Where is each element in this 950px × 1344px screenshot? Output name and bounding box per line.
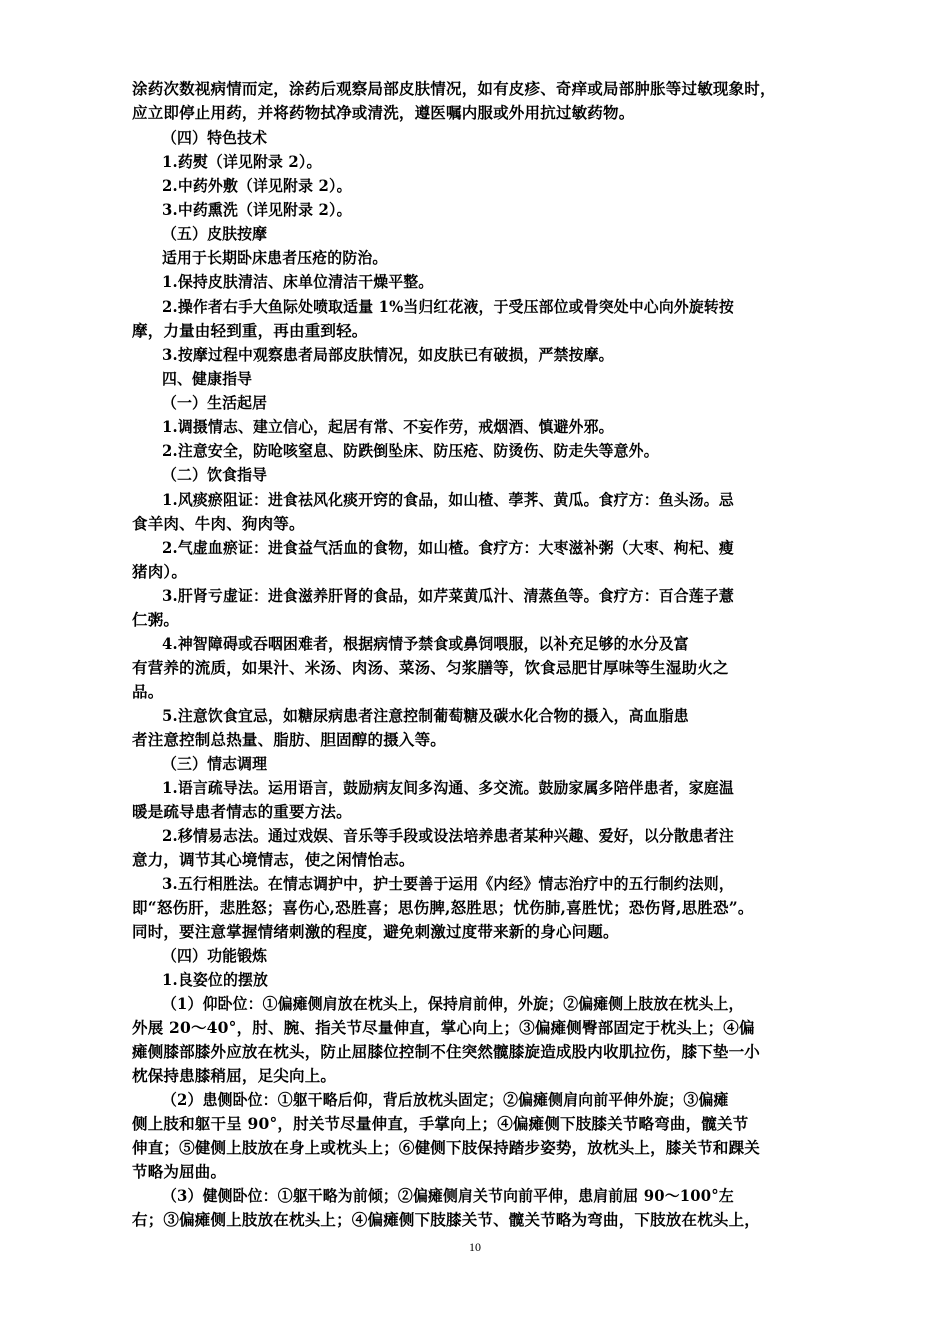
text-line: 2.注意安全，防呛咳窒息、防跌倒坠床、防压疮、防烫伤、防走失等意外。 <box>162 441 659 460</box>
text-line: 有营养的流质，如果汁、米汤、肉汤、菜汤、匀浆膳等，饮食忌肥甘厚味等生湿助火之 <box>132 658 729 677</box>
text-line: 同时，要注意掌握情绪刺激的程度，避免刺激过度带来新的身心问题。 <box>132 922 619 941</box>
text-line: 3.中药熏洗（详见附录 2）。 <box>162 200 352 219</box>
text-line: 3.肝肾亏虚证：进食滋养肝肾的食品，如芹菜黄瓜汁、清蒸鱼等。食疗方：百合莲子薏 <box>162 586 734 605</box>
text-line: （1）仰卧位：①偏瘫侧肩放在枕头上，保持肩前伸，外旋；②偏瘫侧上肢放在枕头上， <box>162 994 744 1013</box>
text-line: 1.调摄情志、建立信心，起居有常、不妄作劳，戒烟酒、慎避外邪。 <box>162 417 614 436</box>
text-line: 1.语言疏导法。运用语言，鼓励病友间多沟通、多交流。鼓励家属多陪伴患者，家庭温 <box>162 778 734 797</box>
text-line: 食羊肉、牛肉、狗肉等。 <box>132 514 305 533</box>
section-heading: （二）饮食指导 <box>162 465 268 484</box>
text-line: 者注意控制总热量、脂肪、胆固醇的摄入等。 <box>132 730 447 749</box>
text-line: （2）患侧卧位：①躯干略后仰，背后放枕头固定；②偏瘫侧肩向前平伸外旋；③偏瘫 <box>162 1090 729 1109</box>
text-line: 1.药熨（详见附录 2）。 <box>162 152 322 171</box>
text-line: 品。 <box>132 682 164 701</box>
text-line: 1.风痰瘀阻证：进食祛风化痰开窍的食品，如山楂、荸荠、黄瓜。食疗方：鱼头汤。忌 <box>162 490 734 509</box>
text-line: 3.五行相胜法。在情志调护中，护士要善于运用《内经》情志治疗中的五行制约法则， <box>162 874 734 893</box>
text-line: 2.移情易志法。通过戏娱、音乐等手段或设法培养患者某种兴趣、爱好，以分散患者注 <box>162 826 734 845</box>
text-line: 适用于长期卧床患者压疮的防治。 <box>162 248 388 267</box>
text-line: 5.注意饮食宜忌，如糖尿病患者注意控制葡萄糖及碳水化合物的摄入，高血脂患 <box>162 706 689 725</box>
section-heading: 四、健康指导 <box>162 369 253 388</box>
text-line: 摩，力量由轻到重，再由重到轻。 <box>132 321 368 340</box>
text-line: 伸直；⑤健侧上肢放在身上或枕头上；⑥健侧下肢保持踏步姿势，放枕头上，膝关节和踝关 <box>132 1138 761 1157</box>
text-line: 暖是疏导患者情志的重要方法。 <box>132 802 352 821</box>
text-line: 右；③偏瘫侧上肢放在枕头上；④偏瘫侧下肢膝关节、髋关节略为弯曲，下肢放在枕头上， <box>132 1210 761 1229</box>
text-line: 2.操作者右手大鱼际处喷取适量 1%当归红花液，于受压部位或骨突处中心向外旋转按 <box>162 297 734 316</box>
text-line: 3.按摩过程中观察患者局部皮肤情况，如皮肤已有破损，严禁按摩。 <box>162 345 614 364</box>
text-line: 瘫侧膝部膝外应放在枕头，防止屈膝位控制不住突然髋膝旋造成股内收肌拉伤，膝下垫一小 <box>132 1042 761 1061</box>
text-line: 2.气虚血瘀证：进食益气活血的食物，如山楂。食疗方：大枣滋补粥（大枣、枸杞、瘦 <box>162 538 734 557</box>
section-heading: （四）功能锻炼 <box>162 946 268 965</box>
text-line: 1.保持皮肤清洁、床单位清洁干燥平整。 <box>162 272 434 291</box>
text-line: 即“怒伤肝，悲胜怒；喜伤心,恐胜喜；思伤脾,怒胜思；忧伤肺,喜胜忧；恐伤肾,思胜恐”。 <box>132 898 754 917</box>
section-heading: 1.良姿位的摆放 <box>162 970 269 989</box>
section-heading: （一）生活起居 <box>162 393 268 412</box>
text-line: 节略为屈曲。 <box>132 1162 227 1181</box>
text-line: （3）健侧卧位：①躯干略为前倾；②偏瘫侧肩关节向前平伸，患肩前屈 90～100°左 <box>162 1186 734 1205</box>
text-line: 侧上肢和躯干呈 90°，肘关节尽量伸直，手掌向上；④偏瘫侧下肢膝关节略弯曲，髋关节 <box>132 1114 749 1133</box>
text-line: 猪肉）。 <box>132 562 188 581</box>
text-line: 枕保持患膝稍屈，足尖向上。 <box>132 1066 337 1085</box>
text-line: 意力，调节其心境情志，使之闲情怡志。 <box>132 850 415 869</box>
section-heading: （三）情志调理 <box>162 754 268 773</box>
text-line: 外展 20～40°，肘、腕、指关节尽量伸直，掌心向上；③偏瘫侧臀部固定于枕头上；④偏 <box>132 1018 755 1037</box>
section-heading: （五）皮肤按摩 <box>162 224 268 243</box>
section-heading: （四）特色技术 <box>162 128 268 147</box>
text-line: 涂药次数视病情而定，涂药后观察局部皮肤情况，如有皮疹、奇痒或局部肿胀等过敏现象时， <box>132 79 776 98</box>
text-line: 4.神智障碍或吞咽困难者，根据病情予禁食或鼻饲喂服，以补充足够的水分及富 <box>162 634 689 653</box>
page-number: 10 <box>469 1240 481 1254</box>
text-line: 2.中药外敷（详见附录 2）。 <box>162 176 352 195</box>
text-line: 仁粥。 <box>132 610 180 629</box>
text-line: 应立即停止用药，并将药物拭净或清洗，遵医嘱内服或外用抗过敏药物。 <box>132 103 635 122</box>
